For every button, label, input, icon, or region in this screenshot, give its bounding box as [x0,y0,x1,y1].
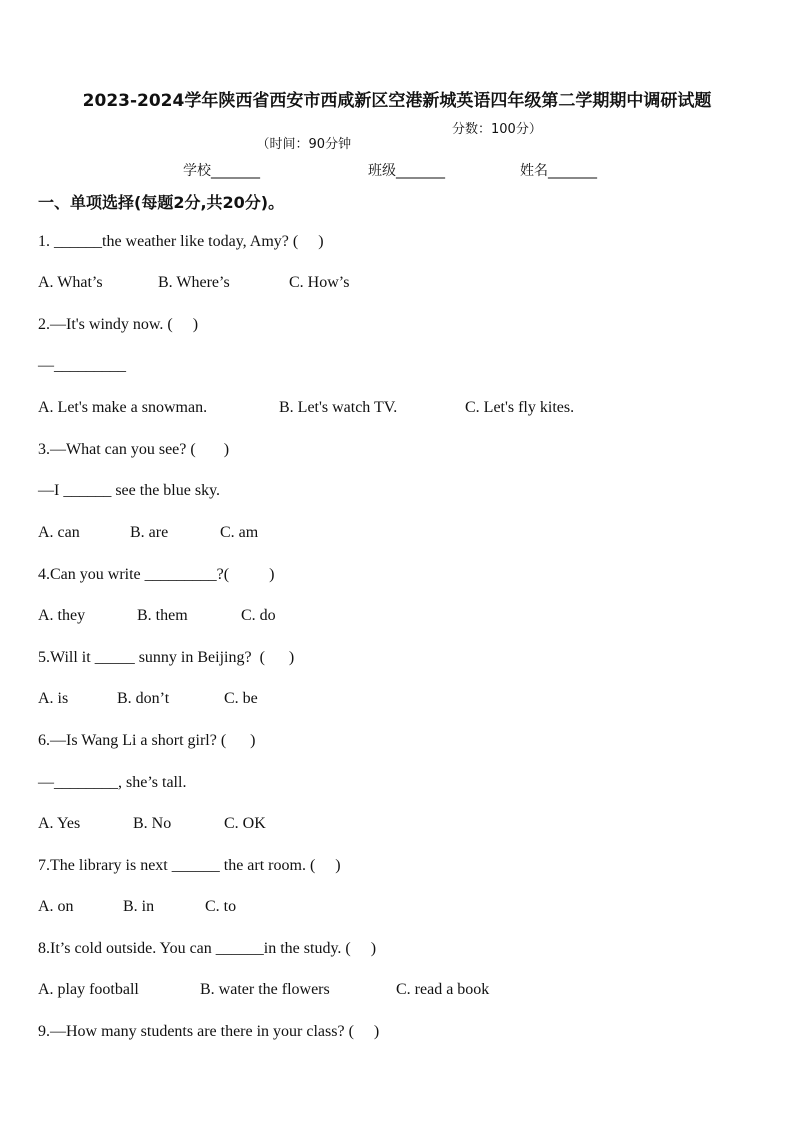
q6-option-a[interactable]: A. Yes [38,815,81,832]
question-6: 6.—Is Wang Li a short girl? ( ) [38,732,256,749]
section-heading: 一、单项选择(每题2分,共20分)。 [38,193,285,212]
q5-option-b[interactable]: B. don’t [117,690,170,707]
q7-option-b[interactable]: B. in [123,898,155,915]
question-9: 9.—How many students are there in your class? ( ) [38,1023,380,1040]
q1-option-c[interactable]: C. How’s [289,274,350,291]
exam-score: 分数：100分） [452,122,542,137]
exam-time: （时间：90分钟 [256,137,352,152]
school-field[interactable]: 学校_______ [183,163,260,179]
q3-option-b[interactable]: B. are [130,524,169,541]
question-3-answer-line: —I ______ see the blue sky. [38,482,221,499]
q5-option-c[interactable]: C. be [224,690,258,707]
q2-option-a[interactable]: A. Let's make a snowman. [38,399,208,416]
question-6-answer-line: —________, she’s tall. [38,774,187,791]
q7-option-a[interactable]: A. on [38,898,74,915]
q8-option-c[interactable]: C. read a book [396,981,490,998]
q1-option-a[interactable]: A. What’s [38,274,103,291]
name-field[interactable]: 姓名_______ [520,163,597,179]
q6-option-b[interactable]: B. No [133,815,172,832]
q2-option-b[interactable]: B. Let's watch TV. [279,399,398,416]
q1-option-b[interactable]: B. Where’s [158,274,230,291]
q7-option-c[interactable]: C. to [205,898,237,915]
q3-option-a[interactable]: A. can [38,524,80,541]
question-3: 3.—What can you see? ( ) [38,441,230,458]
question-7: 7.The library is next ______ the art room. ( ) [38,857,341,874]
question-8: 8.It’s cold outside. You can ______in the study. ( ) [38,940,377,957]
q8-option-b[interactable]: B. water the flowers [200,981,330,998]
page-title: 2023-2024学年陕西省西安市西咸新区空港新城英语四年级第二学期期中调研试题 [82,91,712,111]
q4-option-c[interactable]: C. do [241,607,276,624]
q3-option-c[interactable]: C. am [220,524,259,541]
question-2: 2.—It's windy now. ( ) [38,316,199,333]
q5-option-a[interactable]: A. is [38,690,69,707]
class-field[interactable]: 班级_______ [368,163,445,179]
question-1: 1. ______the weather like today, Amy? ( ) [38,233,324,250]
question-4: 4.Can you write _________?( ) [38,566,275,583]
question-2-answer-line: —_________ [38,357,126,374]
q4-option-a[interactable]: A. they [38,607,86,624]
q8-option-a[interactable]: A. play football [38,981,139,998]
q4-option-b[interactable]: B. them [137,607,188,624]
q2-option-c[interactable]: C. Let's fly kites. [465,399,575,416]
q6-option-c[interactable]: C. OK [224,815,266,832]
question-5: 5.Will it _____ sunny in Beijing? ( ) [38,649,295,666]
